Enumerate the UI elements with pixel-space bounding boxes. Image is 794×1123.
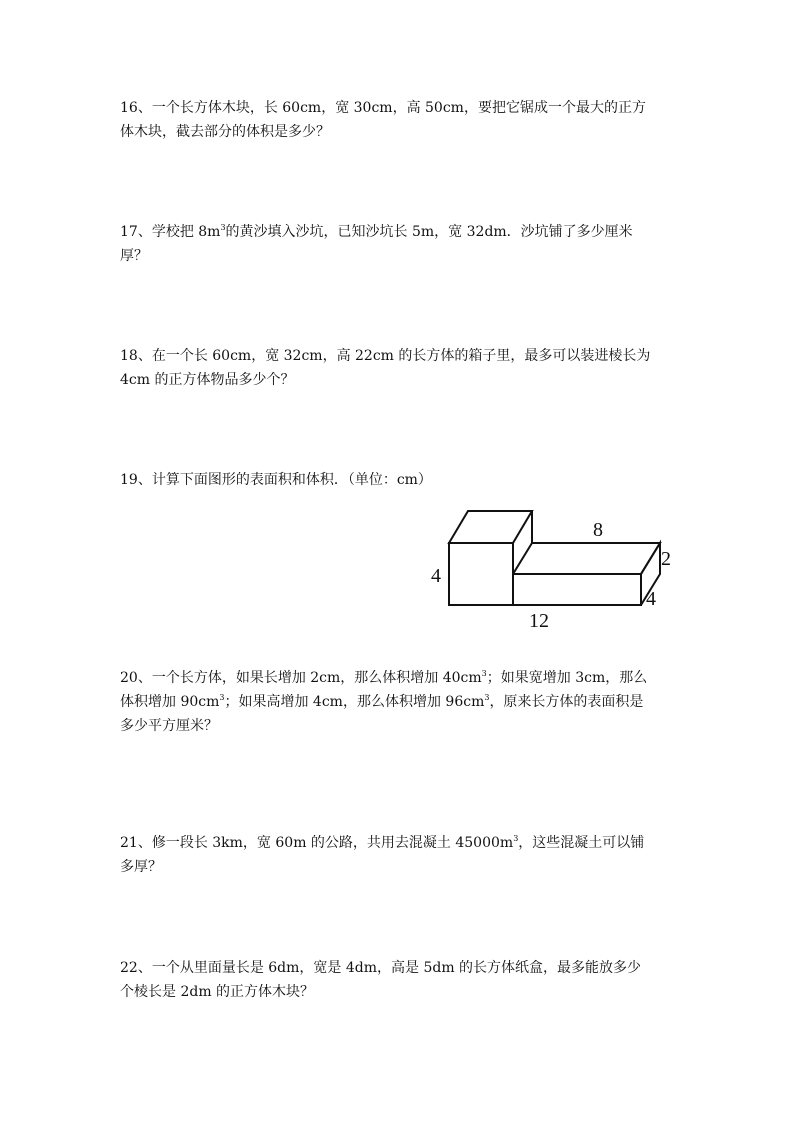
question-20 xyxy=(120,666,680,738)
label-bottom-length: 12 xyxy=(529,610,549,632)
tall-block-front xyxy=(449,543,513,605)
question-18 xyxy=(120,344,680,392)
label-top-length: 8 xyxy=(593,519,603,541)
question-19-line-1: 19、计算下面图形的表面积和体积．（单位：cm） xyxy=(120,472,432,488)
question-20-text-d: ；如果高增加 4cm，那么体积增加 96cm xyxy=(224,694,485,710)
question-19 xyxy=(120,468,680,492)
question-21 xyxy=(120,831,680,879)
question-20-text-b: ；如果宽增加 3cm，那么 xyxy=(486,670,648,686)
superscript-3: 3 xyxy=(481,669,487,678)
question-20-text-a: 20、一个长方体，如果长增加 2cm，那么体积增加 40cm xyxy=(120,670,482,686)
superscript-3: 3 xyxy=(513,834,519,843)
question-20-text-e: ，原来长方体的表面积是 xyxy=(489,694,644,710)
question-16-line-1: 16、一个长方体木块，长 60cm，宽 30cm，高 50cm，要把它锯成一个最大的正方 xyxy=(120,100,646,116)
superscript-3: 3 xyxy=(220,223,226,232)
label-depth: 2 xyxy=(661,548,671,570)
long-block-front xyxy=(449,574,641,605)
question-21-text-b: ，这些混凝土可以铺 xyxy=(518,835,645,851)
question-20-line-2 xyxy=(120,690,680,714)
question-17-text-a: 17、学校把 8m xyxy=(120,224,221,240)
question-17-line-1 xyxy=(120,220,680,244)
question-20-line-1 xyxy=(120,666,680,690)
solid-figure-diagram xyxy=(420,505,680,635)
superscript-3: 3 xyxy=(484,693,490,702)
question-21-line-1 xyxy=(120,831,680,855)
superscript-3: 3 xyxy=(219,693,225,702)
question-22-line-1: 22、一个从里面量长是 6dm，宽是 4dm，高是 5dm 的长方体纸盒，最多能放多少 xyxy=(120,960,642,976)
tall-block-top xyxy=(449,511,532,543)
question-17-text-b: 的黄沙填入沙坑，已知沙坑长 5m，宽 32dm．沙坑铺了多少厘米 xyxy=(225,224,633,240)
question-22 xyxy=(120,956,680,1004)
question-18-line-2: 4cm 的正方体物品多少个？ xyxy=(120,372,295,388)
question-22-line-2: 个棱长是 2dm 的正方体木块？ xyxy=(120,984,315,1000)
long-block-top xyxy=(513,543,660,574)
question-16-line-2: 体木块，截去部分的体积是多少？ xyxy=(120,124,330,140)
question-16 xyxy=(120,96,680,144)
question-20-text-c: 体积增加 90cm xyxy=(120,694,220,710)
question-17-line-2: 厚？ xyxy=(120,248,148,264)
question-18-line-1: 18、在一个长 60cm，宽 32cm，高 22cm 的长方体的箱子里，最多可以装进棱长为 xyxy=(120,348,651,364)
tall-block-side xyxy=(513,511,532,574)
question-20-line-3: 多少平方厘米？ xyxy=(120,718,218,734)
label-right-height: 4 xyxy=(646,588,656,610)
question-21-line-2: 多厚？ xyxy=(120,859,162,875)
question-17 xyxy=(120,220,680,268)
question-21-text-a: 21、修一段长 3km，宽 60m 的公路，共用去混凝土 45000m xyxy=(120,835,514,851)
label-left-height: 4 xyxy=(431,565,441,587)
